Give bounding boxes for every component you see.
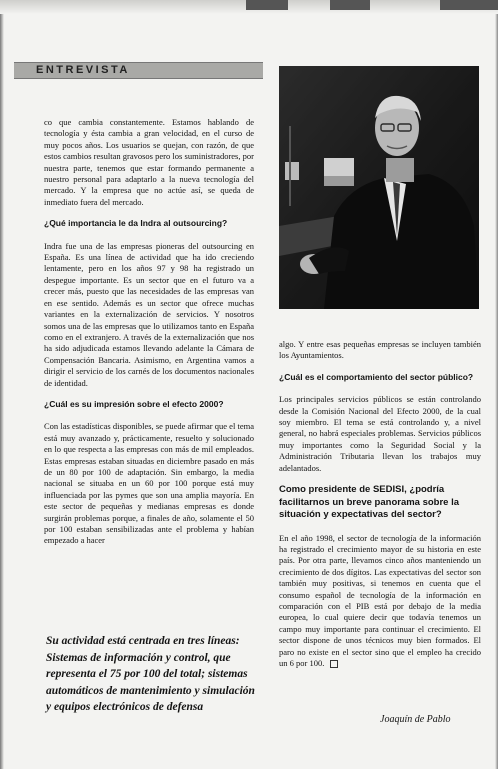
author-byline: Joaquín de Pablo <box>380 714 451 725</box>
right-article-column <box>279 339 481 679</box>
interview-question: ¿Cuál es el comportamiento del sector público? <box>279 371 474 382</box>
article-paragraph: Indra fue una de las empresas pioneras del outsourcing en España. Es una línea de actividad que ha ido creciendo lentamente, pero en los años 97 y 98 ha registrado un despegue importante. Es un sector que en el futuro va a crecer más, puesto que las necesidades de las empresas van en ese sentido. Además es un sector que ofrece muchas variantes en la externalización de servicios. Y nosotros somos una de las empresas que lo utilizamos tanto en España como en el extranjero. A través de la externalización que nos ha sido adjudicada estamos llevando adelante la Cámara de Compensación Bancaria. Asimismo, en Argentina vamos a dirigir el servicio de los carnés de los documentos nacionales de identidad. <box>44 240 254 388</box>
interview-question: ¿Cuál es su impresión sobre el efecto 2000? <box>44 398 224 409</box>
interviewee-photo <box>279 66 479 309</box>
portrait-photo-icon <box>279 66 479 309</box>
interview-question: Como presidente de SEDISI, ¿podría facilitarnos un breve panorama sobre la situación y expectativas del sector? <box>279 484 460 521</box>
section-header-band <box>14 62 263 79</box>
pull-quote: Su actividad está centrada en tres líneas: Sistemas de información y control, que representa el 75 por 100 del total; sistemas automáticos de mantenimiento y simulación y equipos electrónicos de defensa <box>46 635 255 713</box>
article-paragraph: Los principales servicios públicos se están controlando desde la Comisión Nacional del Efecto 2000, de la cual soy miembro. El tema se está controlando y, a nivel general, no habrá especiales problemas. Servicios públicos muy importantes como la Seguridad Social y la Administración Tributaria llevan los trabajos muy adelantados. <box>279 394 481 473</box>
section-label: ENTREVISTA <box>36 64 130 76</box>
article-paragraph: algo. Y entre esas pequeñas empresas se incluyen también los Ayuntamientos. <box>279 339 481 361</box>
left-article-column <box>44 117 254 557</box>
page-top-edge <box>0 0 498 14</box>
article-paragraph: co que cambia constantemente. Estamos hablando de tecnología y ésta cambia a gran velocidad, en el curso de muy pocos años. Los usuarios se quejan, con razón, de que estos cambios resultan gravosos pero los suministradores, por nuestra parte, tenemos que estar formando permanente a nuestro personal para adaptarlo a la nueva tecnología del mercado. Y la empresa que no actúe así, se queda de inmediato fuera del mercado. <box>44 117 254 207</box>
end-of-article-icon <box>330 660 338 668</box>
article-paragraph-final <box>279 533 481 670</box>
article-paragraph: Con las estadísticas disponibles, se puede afirmar que el tema está muy avanzado y, prácticamente, resuelto y solucionado en lo que respecta a las empresas con más de mil empleados. Estas empresas estaban situadas en diciembre pasado en más de un 80 por 100 de adaptación. Sin embargo, la media nacional se situaba en un 60 por 100 porque está muy influenciada por las pymes que son una amplia mayoría. En este sector de pequeñas y medianas empresas es donde surgirán problemas porque, a finales de año, solamente el 50 por 100 estaban sensibilizadas ante el problema y habían empezado a hacer <box>44 421 254 546</box>
article-paragraph: En el año 1998, el sector de tecnología de la información ha registrado el crecimiento mayor de su historia en este país. Por otra parte, llevamos cinco años manteniendo un crecimiento de dos dígitos. Las expectativas del sector son también muy positivas, si tenemos en cuenta que el consumo español de tecnología de la información en comparación con el PIB está por debajo de la media europea, lo cual quiere decir que todavía tenemos un campo muy importante para continuar el crecimiento. El sector dispone de unos técnicos muy bien formados. El paro no existe en el sector sino que el empleo ha crecido un 6 por 100. <box>279 532 481 669</box>
page-left-edge <box>0 14 4 769</box>
interview-question: ¿Qué importancia le da Indra al outsourcing? <box>44 218 228 229</box>
